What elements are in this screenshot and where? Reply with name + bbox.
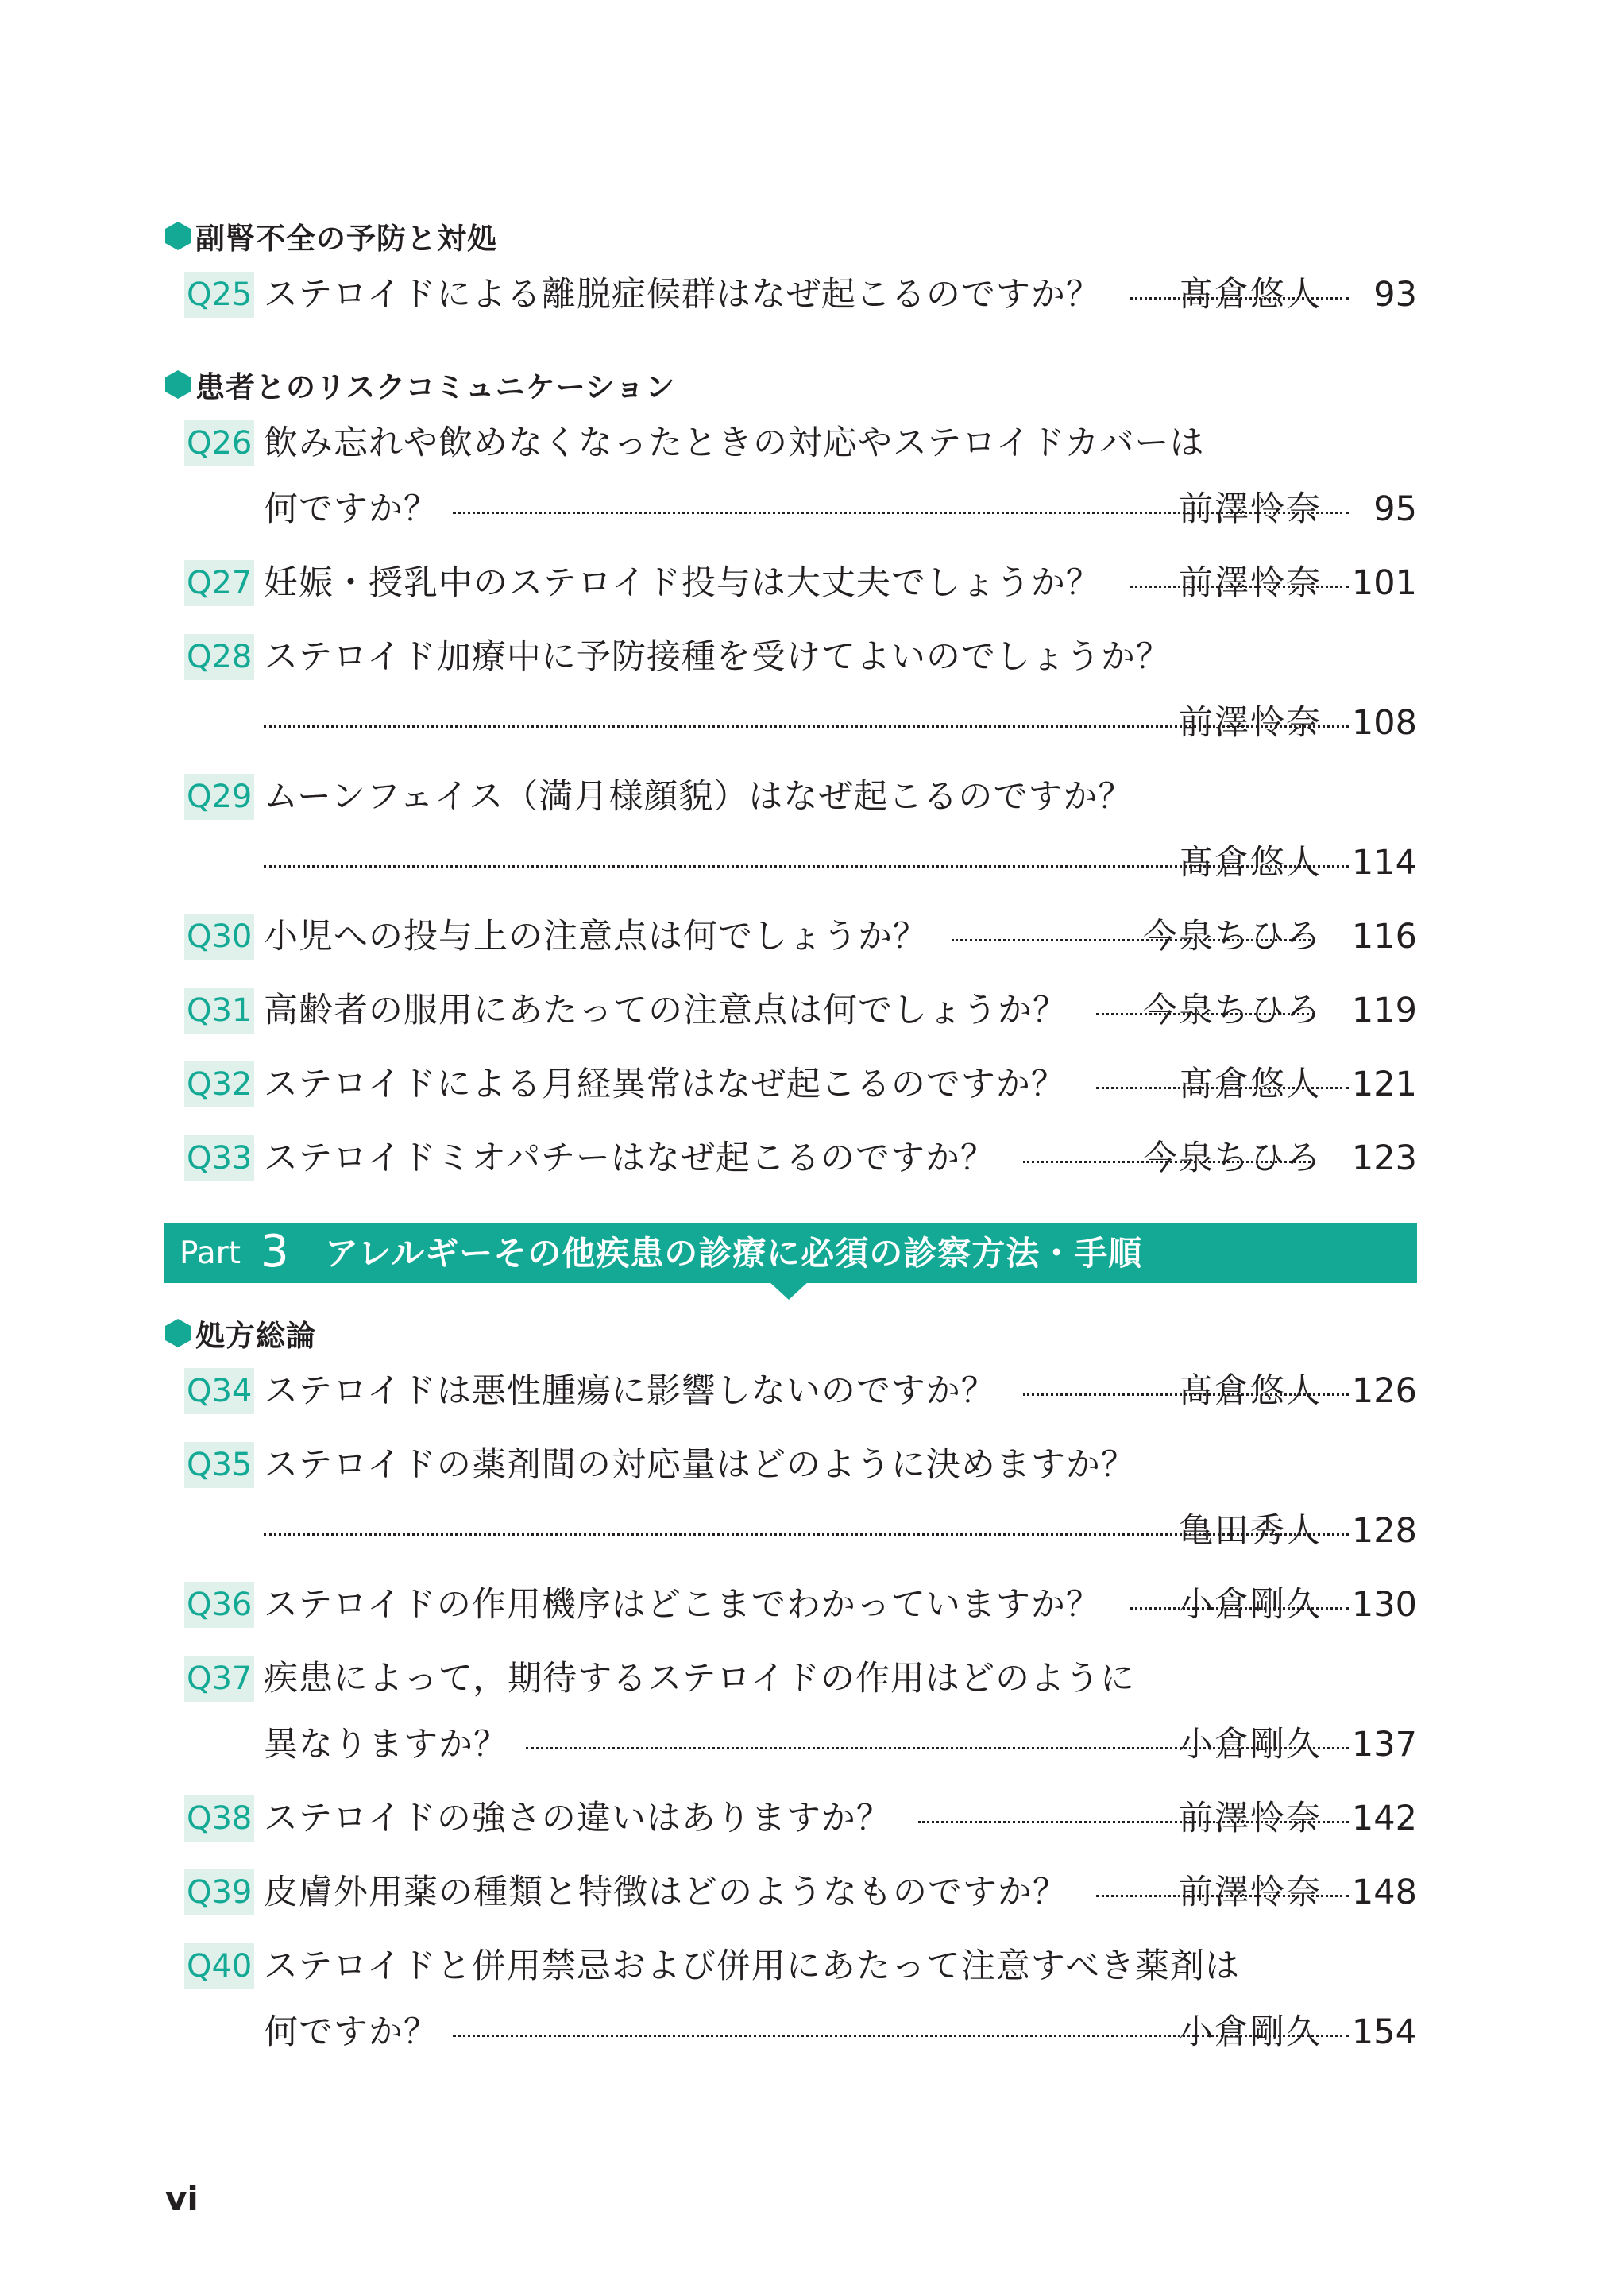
author: 前澤怜奈	[1179, 703, 1322, 743]
question-title: 疾患によって，期待するステロイドの作用はどのように	[264, 1659, 1135, 1699]
question-title-cont: 何ですか？	[264, 2012, 438, 2052]
part-label: Part	[180, 1235, 241, 1271]
author: 髙倉悠人	[1179, 275, 1322, 315]
page-number: 108	[1351, 703, 1417, 743]
question-title: ステロイド加療中に予防接種を受けてよいのでしょうか？	[264, 637, 1171, 677]
toc-entry[interactable]	[184, 1940, 1618, 1993]
hexagon-bullet-icon	[165, 1319, 191, 1347]
question-title-cont: 何ですか？	[264, 489, 438, 529]
question-title: ステロイドによる月経異常はなぜ起こるのですか？	[264, 1065, 1066, 1104]
question-title: ムーンフェイス（満月様顔貌）はなぜ起こるのですか？	[264, 777, 1133, 817]
question-number: Q36	[184, 1582, 254, 1628]
question-number: Q27	[184, 560, 254, 606]
question-title-cont: 異なりますか？	[264, 1725, 508, 1765]
question-number: Q35	[184, 1442, 254, 1488]
toc-entry[interactable]	[184, 1132, 1618, 1185]
question-number: Q34	[184, 1368, 254, 1414]
question-number: Q39	[184, 1869, 254, 1915]
page-number: 130	[1351, 1585, 1417, 1625]
toc-entry[interactable]	[184, 1439, 1618, 1491]
toc-entry[interactable]	[184, 984, 1618, 1037]
hexagon-bullet-icon	[165, 370, 191, 399]
question-number: Q32	[184, 1061, 254, 1107]
page-number: 126	[1351, 1371, 1417, 1411]
toc-entry-continuation[interactable]	[184, 697, 1618, 749]
page-number: 119	[1351, 991, 1417, 1030]
toc-entry[interactable]	[184, 910, 1618, 963]
toc-entry[interactable]	[184, 1792, 1618, 1845]
page-number: 154	[1351, 2012, 1417, 2052]
question-title: 妊娠・授乳中のステロイド投与は大丈夫でしょうか？	[264, 563, 1101, 603]
author: 前澤怜奈	[1179, 1799, 1322, 1838]
question-title: 高齢者の服用にあたっての注意点は何でしょうか？	[264, 991, 1068, 1030]
toc-entry-continuation[interactable]	[184, 1505, 1618, 1557]
author: 髙倉悠人	[1179, 1371, 1322, 1411]
toc-entry[interactable]	[184, 1579, 1618, 1631]
page-number: 114	[1351, 843, 1417, 883]
page-number: 121	[1351, 1065, 1417, 1104]
author: 前澤怜奈	[1179, 563, 1322, 603]
page-number: 101	[1351, 563, 1417, 603]
question-number: Q28	[184, 634, 254, 680]
question-number: Q29	[184, 774, 254, 820]
question-number: Q38	[184, 1795, 254, 1842]
page-number: 95	[1373, 489, 1417, 529]
question-number: Q40	[184, 1943, 254, 1989]
section-title: 処方総論	[195, 1319, 316, 1353]
question-number: Q25	[184, 272, 254, 318]
question-title: 小児への投与上の注意点は何でしょうか？	[264, 917, 928, 957]
page-number: 128	[1351, 1511, 1417, 1551]
toc-entry-continuation[interactable]	[184, 483, 1618, 535]
question-title: ステロイドミオパチーはなぜ起こるのですか？	[264, 1138, 995, 1178]
toc-entry[interactable]	[184, 417, 1618, 470]
toc-entry[interactable]	[184, 1866, 1618, 1919]
question-title: 皮膚外用薬の種類と特徴はどのようなものですか？	[264, 1873, 1068, 1912]
section-title: 副腎不全の予防と対処	[195, 222, 497, 256]
author: 今泉ちひろ	[1143, 991, 1322, 1030]
section-heading	[165, 1309, 316, 1357]
author: 今泉ちひろ	[1143, 917, 1322, 957]
page-number: 93	[1373, 275, 1417, 315]
question-number: Q33	[184, 1135, 254, 1181]
author: 前澤怜奈	[1179, 489, 1322, 529]
question-number: Q37	[184, 1656, 254, 1702]
hexagon-bullet-icon	[165, 222, 191, 250]
question-title: ステロイドの薬剤間の対応量はどのように決めますか？	[264, 1445, 1136, 1485]
toc-entry[interactable]	[184, 1058, 1618, 1111]
question-title: ステロイドの作用機序はどこまでわかっていますか？	[264, 1585, 1101, 1625]
part-banner	[164, 1223, 1417, 1283]
question-title: ステロイドは悪性腫瘍に影響しないのですか？	[264, 1371, 996, 1411]
toc-entry[interactable]	[184, 1652, 1618, 1705]
question-title: ステロイドによる離脱症候群はなぜ起こるのですか？	[264, 275, 1101, 315]
question-title: 飲み忘れや飲めなくなったときの対応やステロイドカバーは	[264, 423, 1205, 463]
toc-entry-continuation[interactable]	[184, 837, 1618, 889]
page-number: 123	[1351, 1138, 1417, 1178]
section-heading	[165, 361, 675, 408]
author: 髙倉悠人	[1179, 843, 1322, 883]
toc-entry[interactable]	[184, 771, 1618, 823]
author: 小倉剛久	[1179, 2012, 1322, 2052]
page-number: 148	[1351, 1873, 1417, 1912]
question-number: Q30	[184, 914, 254, 960]
question-title: ステロイドの強さの違いはありますか？	[264, 1799, 891, 1838]
section-heading	[165, 212, 497, 260]
author: 小倉剛久	[1179, 1585, 1322, 1625]
author: 亀田秀人	[1179, 1511, 1322, 1551]
part-number: 3	[261, 1226, 289, 1277]
part-title: アレルギーその他疾患の診療に必須の診察方法・手順	[325, 1234, 1143, 1273]
author: 今泉ちひろ	[1143, 1138, 1322, 1178]
toc-entry[interactable]	[184, 1365, 1618, 1417]
folio: vi	[165, 2179, 199, 2218]
author: 髙倉悠人	[1179, 1065, 1322, 1104]
question-number: Q26	[184, 420, 254, 466]
question-number: Q31	[184, 988, 254, 1034]
page-number: 142	[1351, 1799, 1417, 1838]
question-title: ステロイドと併用禁忌および併用にあたって注意すべき薬剤は	[264, 1946, 1240, 1986]
author: 前澤怜奈	[1179, 1873, 1322, 1912]
page-number: 137	[1351, 1725, 1417, 1765]
toc-entry[interactable]	[184, 631, 1618, 683]
toc-entry[interactable]	[184, 557, 1618, 609]
toc-entry-continuation[interactable]	[184, 2006, 1618, 2058]
page-number: 116	[1351, 917, 1417, 957]
section-title: 患者とのリスクコミュニケーション	[195, 370, 676, 404]
part-banner-pointer	[768, 1281, 809, 1300]
toc-entry-continuation[interactable]	[184, 1718, 1618, 1771]
toc-entry[interactable]	[184, 269, 1618, 321]
author: 小倉剛久	[1179, 1725, 1322, 1765]
